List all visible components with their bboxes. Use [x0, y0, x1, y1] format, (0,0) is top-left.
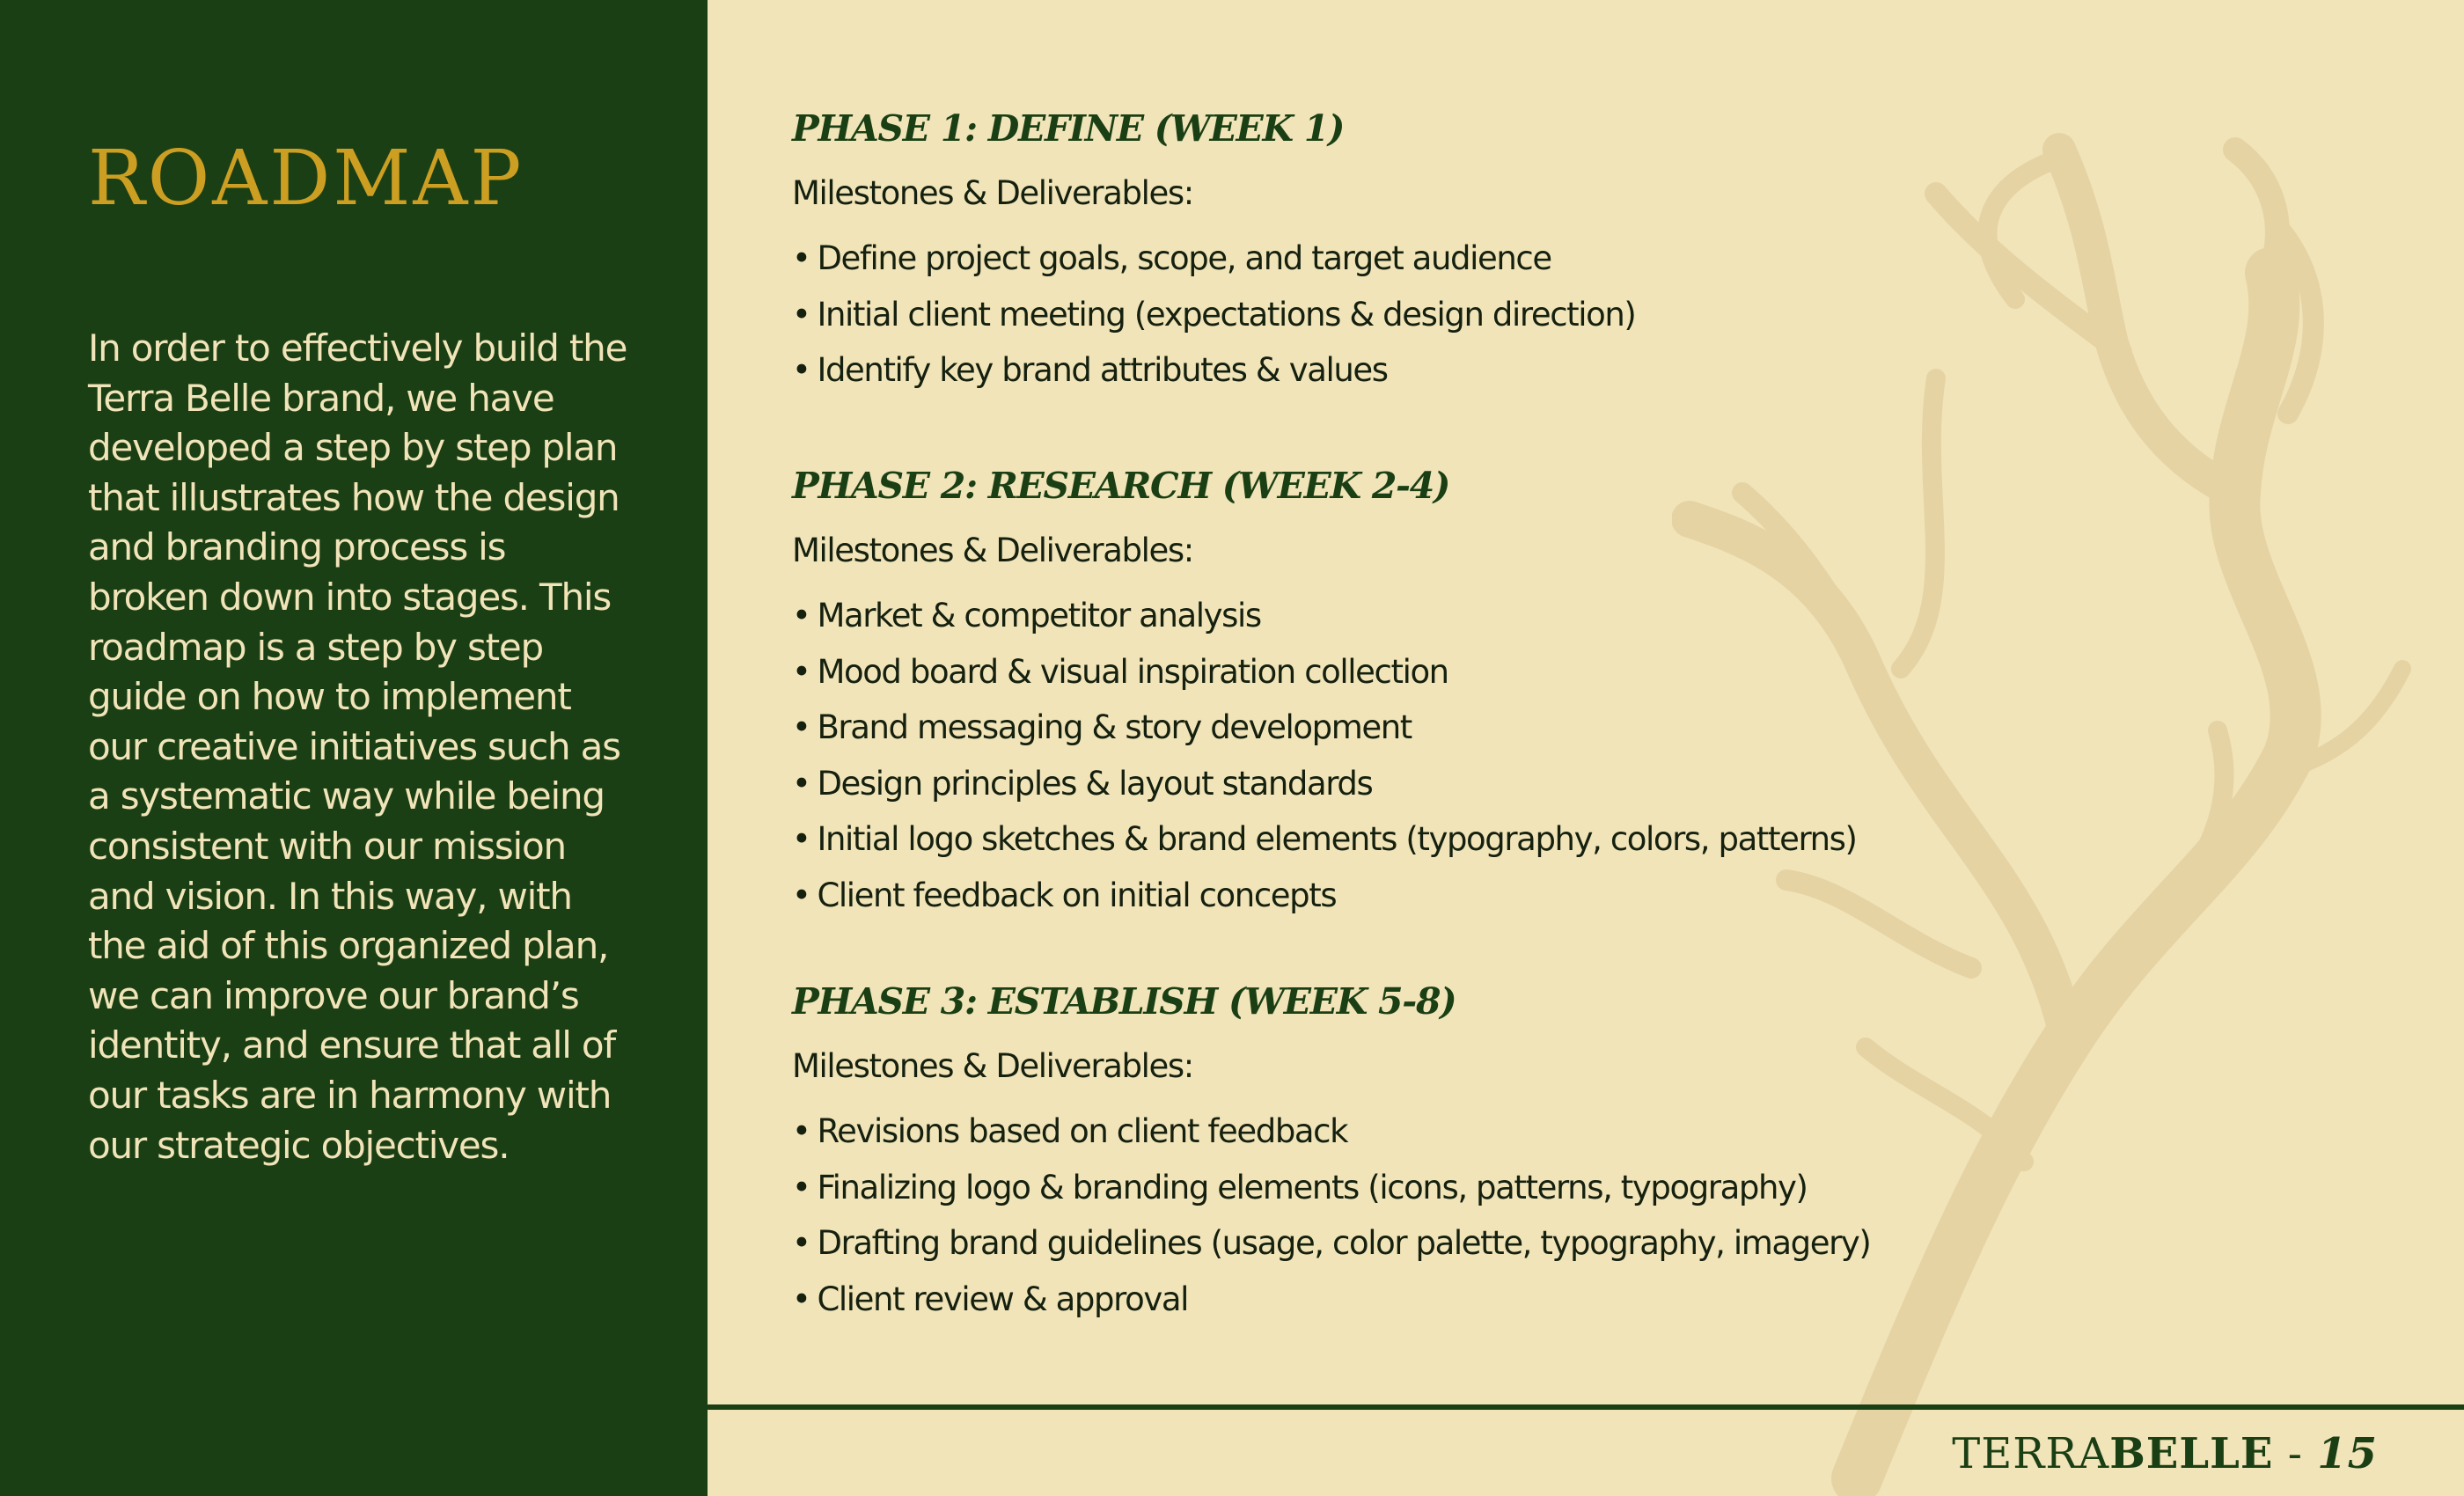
bullet: • — [792, 351, 810, 389]
bullet: • — [792, 1112, 810, 1150]
list-item — [792, 644, 2068, 700]
list-item — [792, 1272, 2068, 1328]
bullet: • — [792, 1168, 810, 1206]
list-item-text: Revisions based on client feedback — [817, 1112, 1348, 1150]
list-item — [792, 868, 2068, 924]
list-item — [792, 700, 2068, 756]
phase-3 — [792, 977, 2068, 1327]
list-item-text: Client review & approval — [817, 1280, 1188, 1318]
list-item — [792, 588, 2068, 644]
list-item — [792, 1160, 2068, 1216]
bullet: • — [792, 1280, 810, 1318]
list-item-text: Initial client meeting (expectations & design direction) — [817, 295, 1636, 334]
list-item — [792, 811, 2068, 868]
list-item — [792, 1215, 2068, 1272]
footer-divider — [708, 1404, 2464, 1410]
list-item-text: Initial logo sketches & brand elements (typography, colors, patterns) — [817, 820, 1857, 858]
list-item-text: Finalizing logo & branding elements (icons, patterns, typography) — [817, 1168, 1808, 1206]
list-item-text: Design principles & layout standards — [817, 764, 1373, 803]
bullet: • — [792, 876, 810, 914]
list-item-text: Client feedback on initial concepts — [817, 876, 1337, 914]
list-item-text: Define project goals, scope, and target audience — [817, 239, 1551, 277]
phase-2 — [792, 461, 2068, 923]
list-item — [792, 342, 2068, 399]
list-item — [792, 231, 2068, 287]
brand-separator: - — [2273, 1429, 2318, 1478]
milestones-label: Milestones & Deliverables: — [792, 1047, 1193, 1085]
page-title: ROADMAP — [88, 135, 524, 223]
milestones-label: Milestones & Deliverables: — [792, 532, 1193, 569]
footer-brand — [1952, 1426, 2378, 1482]
list-item — [792, 1104, 2068, 1160]
list-item-text: Market & competitor analysis — [817, 597, 1261, 634]
phase-title: PHASE 2: RESEARCH (WEEK 2-4) — [792, 465, 1450, 507]
phase-title: PHASE 3: ESTABLISH (WEEK 5-8) — [792, 980, 1456, 1023]
bullet: • — [792, 820, 810, 858]
brand-name-light: TERRA — [1952, 1429, 2110, 1478]
bullet: • — [792, 1224, 810, 1262]
list-item-text: Mood board & visual inspiration collection — [817, 652, 1448, 691]
bullet: • — [792, 239, 810, 277]
milestones-label: Milestones & Deliverables: — [792, 174, 1193, 212]
bullet: • — [792, 295, 810, 334]
list-item-text: Drafting brand guidelines (usage, color palette, typography, imagery) — [817, 1224, 1871, 1262]
deliverables-list — [792, 231, 2068, 399]
list-item-text: Identify key brand attributes & values — [817, 351, 1388, 389]
bullet: • — [792, 652, 810, 691]
brand-name-bold: BELLE — [2109, 1429, 2274, 1478]
bullet: • — [792, 708, 810, 746]
deliverables-list — [792, 588, 2068, 923]
phase-title: PHASE 1: DEFINE (WEEK 1) — [792, 107, 1345, 150]
list-item-text: Brand messaging & story development — [817, 708, 1412, 746]
deliverables-list — [792, 1104, 2068, 1327]
bullet: • — [792, 764, 810, 803]
list-item — [792, 287, 2068, 343]
list-item — [792, 756, 2068, 812]
phase-1 — [792, 104, 2068, 399]
bullet: • — [792, 597, 810, 634]
page-number: 15 — [2317, 1429, 2378, 1478]
intro-paragraph: In order to effectively build the Terra Belle brand, we have developed a step by step plan that illustrates how the design and branding process is broken down into stages. This roadmap is a step by step guide on how to implement our creative initiatives such as a systematic way while being consistent with our mission and vision. In this way, with the aid of this organized plan, we can improve our brand’s identity, and ensure that all of our tasks are in harmony with our strategic objectives. — [88, 326, 627, 1167]
